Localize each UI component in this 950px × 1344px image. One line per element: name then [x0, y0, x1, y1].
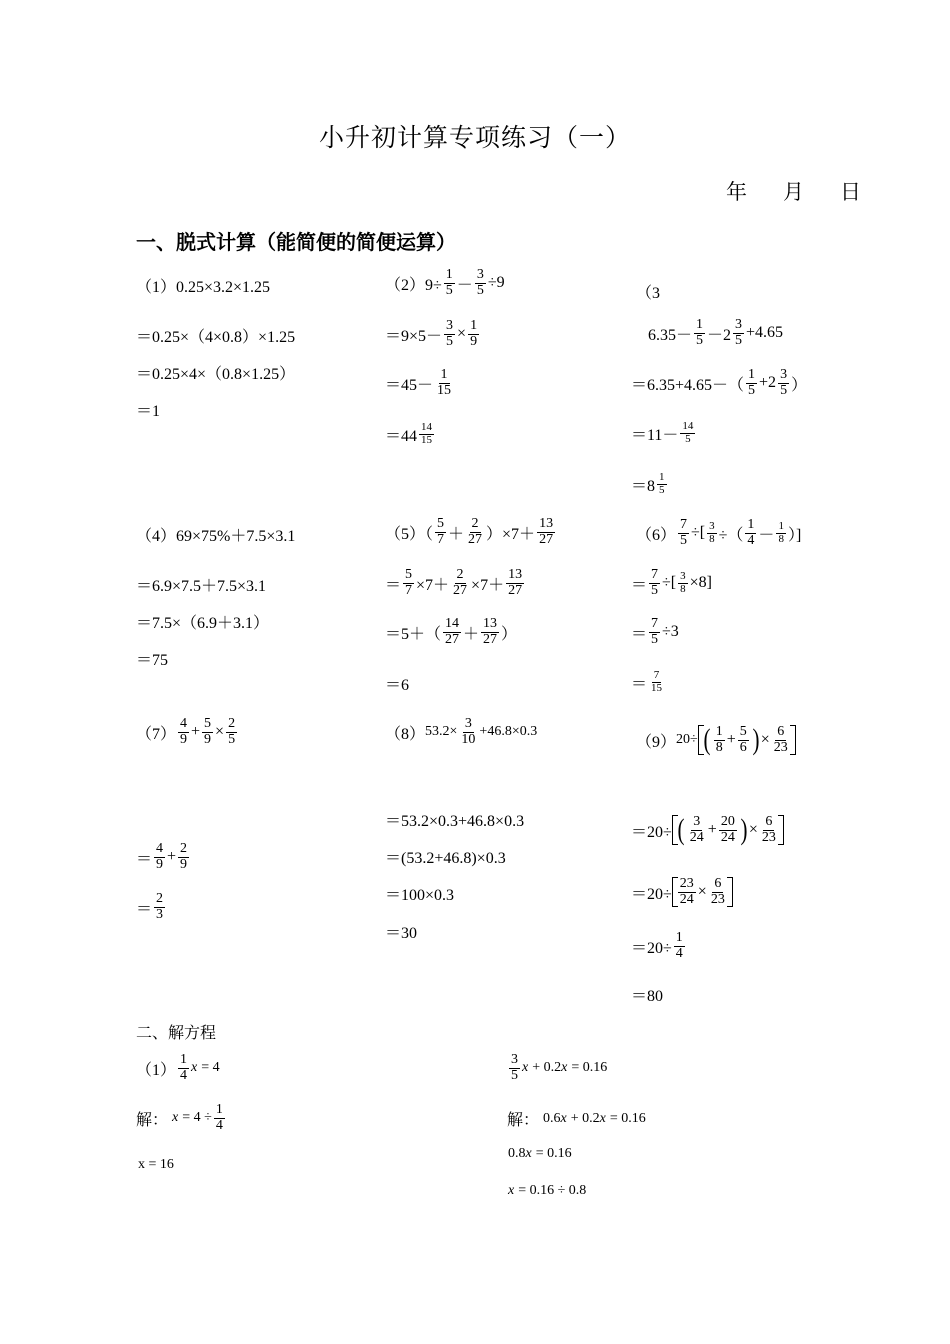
p3-expression: 6.35－ 1 5 －2 3 5 +4.65	[648, 317, 784, 348]
p8-question: （8） 53.2× $\frac{3}{10}$ +46.8×0.3	[385, 716, 538, 747]
eq1-question: （1） 1 4 x = 4	[136, 1052, 220, 1083]
p2-step-1: ＝9×5－ $\frac{3}{5}$ × $\frac{1}{9}$	[385, 318, 478, 349]
p5-step-3: ＝6	[385, 677, 410, 694]
p7-question: （7） 4 9 + $\frac{5}{9}$ × $\frac{2}{5}$	[136, 716, 236, 747]
eq2-question: 3 5 x + 0.2 x = 0.16	[511, 1052, 608, 1083]
section-heading-1: 一、脱式计算（能简便的简便运算）	[136, 230, 456, 254]
p8-step-4: ＝30	[385, 925, 418, 942]
p4-step-1: ＝6.9×7.5＋7.5×3.1	[136, 578, 267, 595]
p3-question: （3	[636, 285, 661, 302]
p6-step-1: ＝ $\frac{7}{5}$ ÷[ $\frac{3}{8}$ ×8]	[631, 567, 712, 598]
p5-question: （5）（ 5 7 ＋ 2 27 ）×7＋ 13 27	[385, 516, 554, 547]
eq2-step-1: 解： 0.6 x + 0.2 x = 0.16	[507, 1110, 646, 1129]
date-month: 月	[783, 180, 804, 204]
p3-step-1: ＝6.35+4.65－（ 1 5 +2 3 5 ）	[631, 367, 808, 398]
p8-step-3: ＝100×0.3	[385, 887, 455, 904]
p5-step-2: ＝5＋（ 14 27 ＋ 13 27 ）	[385, 616, 518, 647]
p4-step-2: ＝7.5×（6.9＋3.1）	[136, 615, 270, 632]
p1-step-1: ＝0.25×（4×0.8）×1.25	[136, 329, 296, 346]
eq2-step-2: 0.8 x = 0.16	[508, 1146, 572, 1161]
p9-step-3: ＝20÷ $\frac{1}{4}$	[631, 930, 683, 961]
p2-step-2: ＝45－ 1 15	[385, 367, 452, 398]
p9-question: （9） 20÷ ( 1 8 + $\frac{5}{6}$ ) × $\frac{6}{23}$	[636, 725, 796, 755]
p9-bracket: ( 1 8 + $\frac{5}{6}$ ) × $\frac{6}{23}$	[698, 725, 796, 755]
p1-question: （1）0.25×3.2×1.25	[136, 279, 271, 296]
page-title: 小升初计算专项练习（一）	[318, 123, 631, 152]
p9-step-1: ＝20÷ ( 3 24 + $\frac{20}{24}$ ) × $\frac{6}{23}$	[631, 815, 784, 845]
p9-step2-bracket: $\frac{23}{24}$ × $\frac{6}{23}$	[672, 877, 733, 907]
p7-step-2: ＝ 2 3	[136, 891, 164, 922]
eq1-step-1: 解： x = 4 ÷ $\frac{1}{4}$	[136, 1102, 223, 1133]
p2-step-3: ＝44 14 15	[385, 421, 433, 446]
eq2-step-3: x = 0.16 ÷ 0.8	[508, 1183, 587, 1198]
p8-step-1: ＝53.2×0.3+46.8×0.3	[385, 813, 525, 830]
p3-step-2: ＝11－ 14 5	[631, 420, 694, 445]
p9-step-4: ＝80	[631, 988, 664, 1005]
p9-step1-bracket: ( 3 24 + $\frac{20}{24}$ ) × $\frac{6}{23}$	[672, 815, 784, 845]
p2-question: （2）9÷ $\frac{1}{5}$ － $\frac{3}{5}$ ÷9	[385, 267, 505, 298]
section-heading-2: 二、解方程	[136, 1023, 217, 1042]
p4-question: （4）69×75%＋7.5×3.1	[136, 528, 296, 545]
p9-step-2: ＝20÷ $\frac{23}{24}$ × $\frac{6}{23}$	[631, 877, 733, 907]
eq1-step-2: x = 16	[138, 1157, 174, 1172]
p6-step-3: ＝ 7 15	[631, 669, 663, 694]
p8-step-2: ＝(53.2+46.8)×0.3	[385, 850, 506, 867]
p4-step-3: ＝75	[136, 652, 169, 669]
date-year: 年	[726, 180, 747, 204]
p1-step-2: ＝0.25×4×（0.8×1.25）	[136, 366, 296, 383]
p5-step-1: ＝ $\frac{5}{7}$ ×7＋ $\frac{2}{27}$ ×7＋ 13 27	[385, 567, 523, 598]
p3-step-3: ＝8 1 5	[631, 471, 665, 496]
p1-step-3: ＝1	[136, 403, 161, 420]
p6-question: （6） $\frac{7}{5}$ ÷[ $\frac{3}{8}$ ÷（ 1 4 － 1 8 ）]	[636, 517, 802, 548]
p7-step-1: ＝ 4 9 + $\frac{2}{9}$	[136, 841, 188, 872]
p6-step-2: ＝ $\frac{7}{5}$ ÷3	[631, 616, 679, 647]
date-day: 日	[840, 180, 861, 204]
